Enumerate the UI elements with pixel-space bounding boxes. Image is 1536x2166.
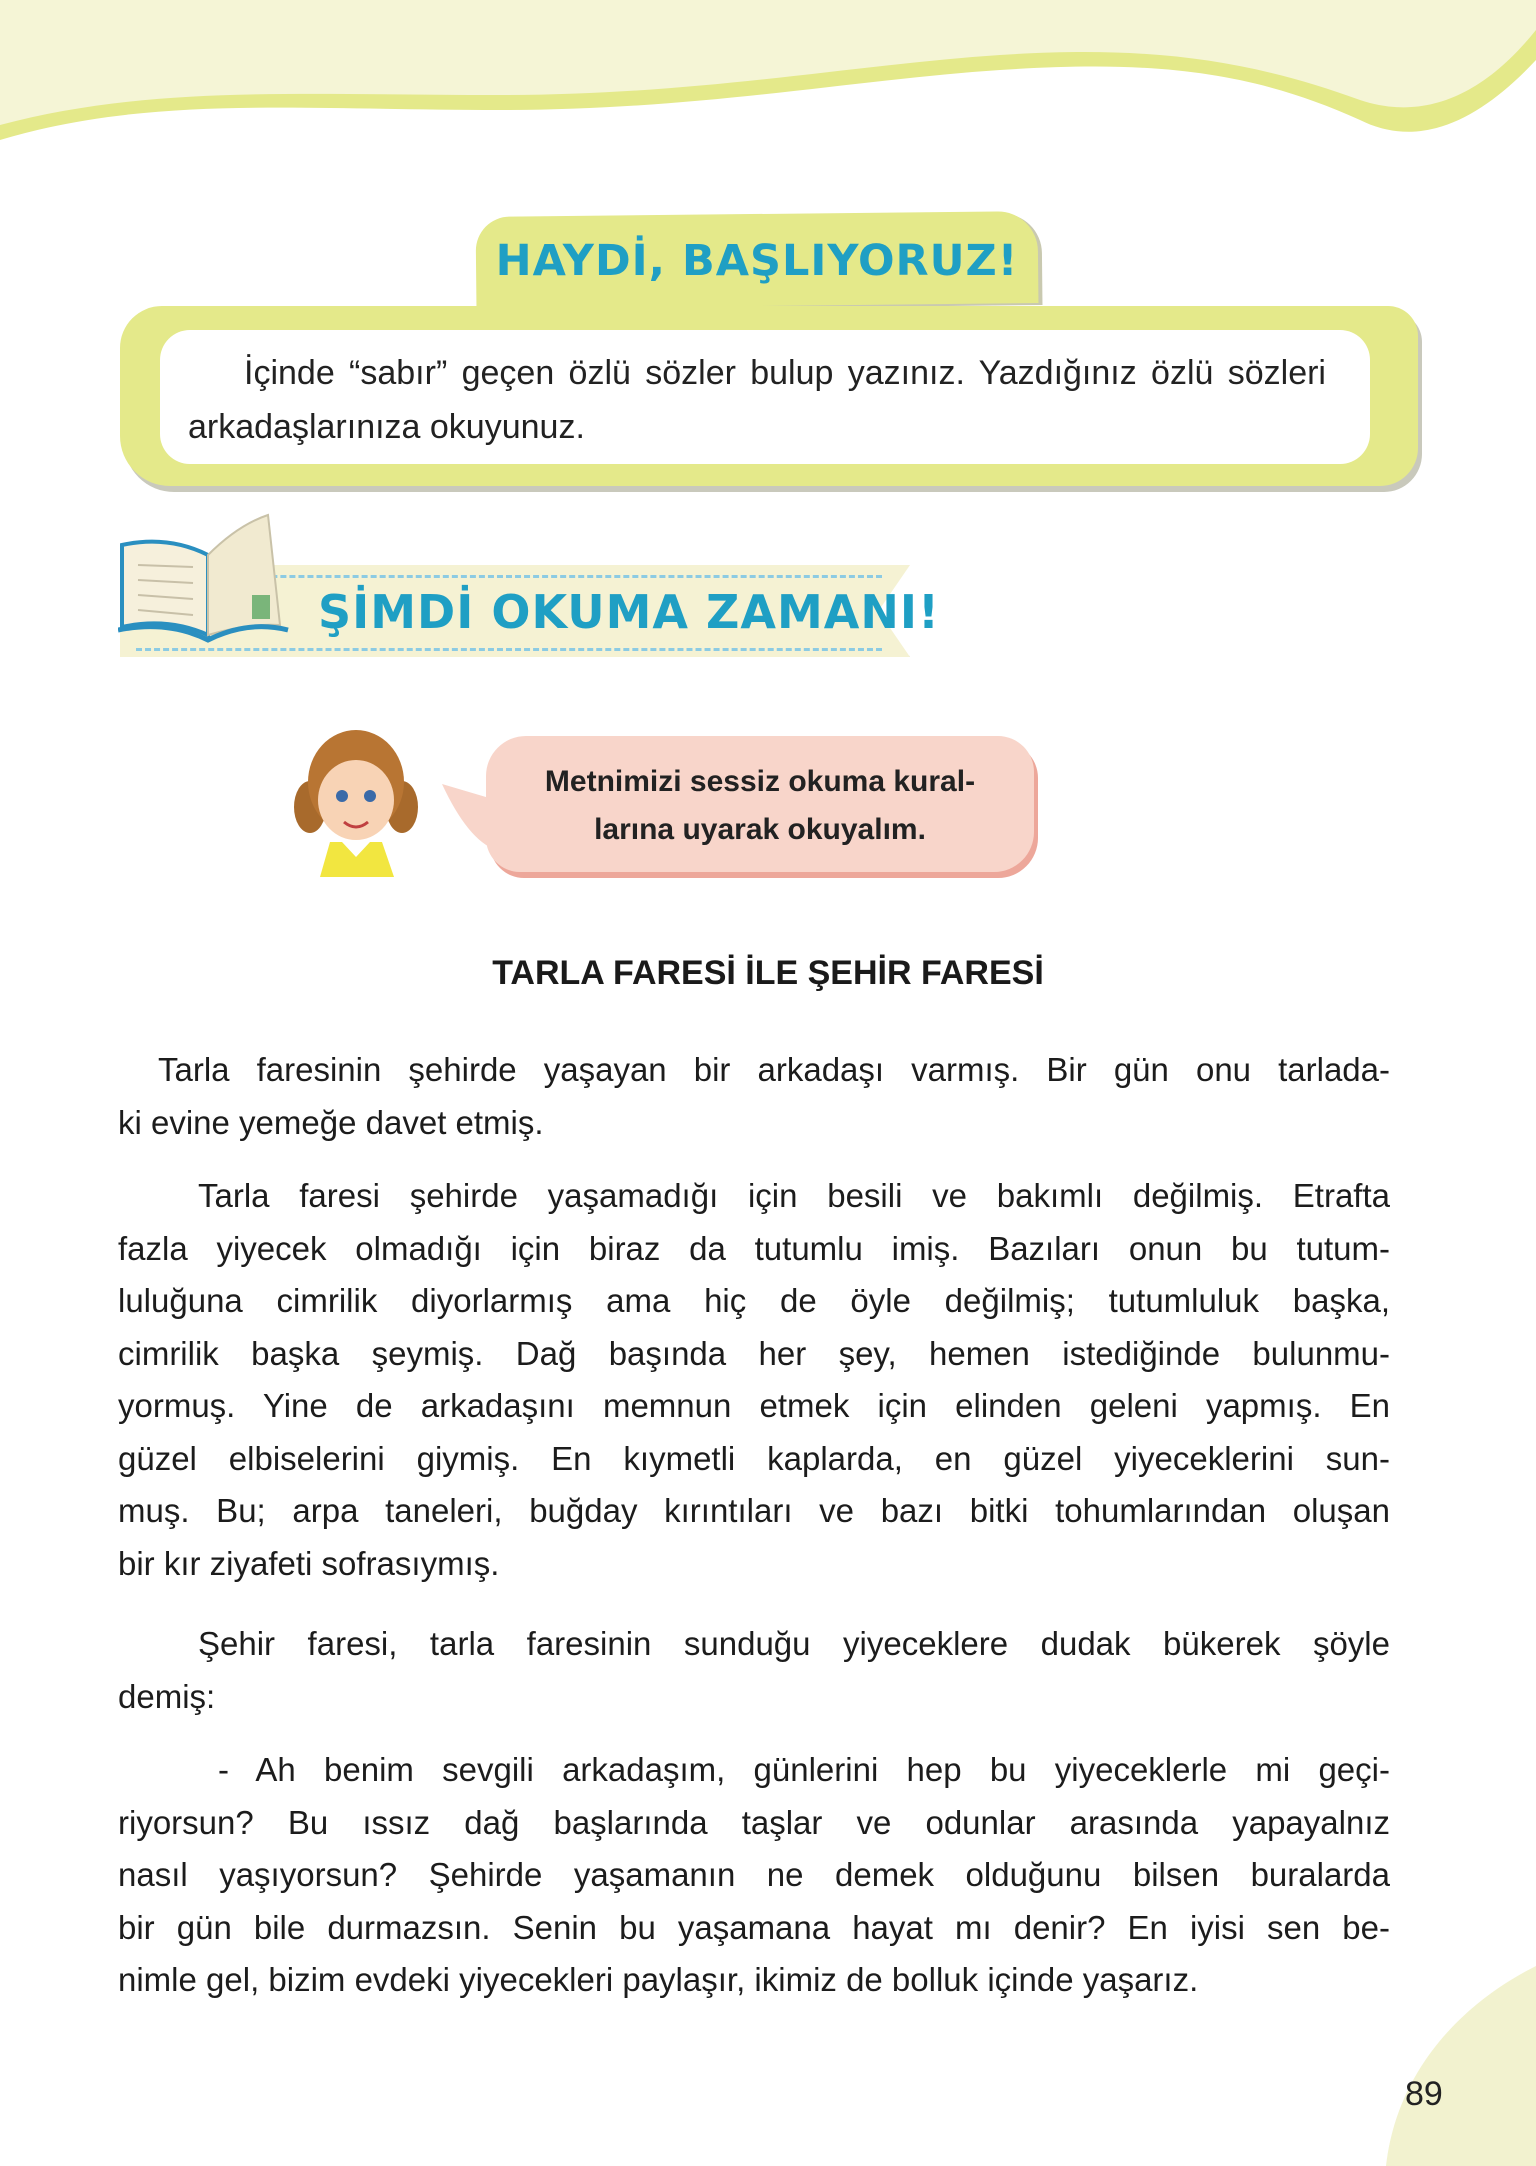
story-line: luluğuna cimrilik diyorlarmış ama hiç de öyle değilmiş; tutumluluk başka,: [118, 1282, 1390, 1319]
story-line: bir kır ziyafeti sofrasıymış.: [118, 1544, 500, 1582]
story-line: fazla yiyecek olmadığı için biraz da tutumlu imiş. Bazıları onun bu tutum-: [118, 1229, 1390, 1267]
story-title: TARLA FARESİ İLE ŞEHİR FARESİ: [492, 954, 1044, 992]
story-paragraph: [118, 1044, 1390, 1149]
story-line: nimle gel, bizim evdeki yiyecekleri paylaşır, ikimiz de bolluk içinde yaşarız.: [118, 1961, 1199, 1998]
story-paragraph: [118, 1170, 1390, 1590]
speech-bubble-text: [500, 758, 1020, 854]
story-line: Tarla faresinin şehirde yaşayan bir arkadaşı varmış. Bir gün onu tarlada-: [158, 1051, 1390, 1088]
story-line: Şehir faresi, tarla faresinin sunduğu yiyeceklere dudak bükerek şöyle: [198, 1625, 1390, 1662]
story-paragraph: [118, 1744, 1390, 2007]
story-paragraph: [118, 1618, 1390, 1723]
story-line: riyorsun? Bu ıssız dağ başlarında taşlar ve odunlar arasında yapayalnız: [118, 1803, 1390, 1841]
section-title-haydi: HAYDİ, BAŞLIYORUZ!: [495, 236, 1019, 286]
story-line: bir gün bile durmazsın. Senin bu yaşamana hayat mı denir? En iyisi sen be-: [118, 1908, 1390, 1946]
story-line: - Ah benim sevgili arkadaşım, günlerini hep bu yiyeceklerle mi geçi-: [218, 1751, 1390, 1788]
page-number: 89: [1405, 2075, 1443, 2113]
open-book-icon: [118, 505, 298, 645]
girl-character-illustration: [290, 722, 430, 877]
story-line: ki evine yemeğe davet etmiş.: [118, 1103, 544, 1141]
story-line: nasıl yaşıyorsun? Şehirde yaşamanın ne demek olduğunu bilsen buralarda: [118, 1856, 1390, 1893]
story-line: Tarla faresi şehirde yaşamadığı için besili ve bakımlı değilmiş. Etrafta: [198, 1177, 1390, 1214]
section-title-okuma: ŞİMDİ OKUMA ZAMANI!: [318, 585, 940, 639]
story-line: demiş:: [118, 1677, 216, 1715]
speech-line-2: larına uyarak okuyalım.: [594, 813, 926, 846]
story-line: güzel elbiselerini giymiş. En kıymetli kaplarda, en güzel yiyeceklerini sun-: [118, 1439, 1390, 1477]
story-line: yormuş. Yine de arkadaşını memnun etmek için elinden geleni yapmış. En: [118, 1387, 1390, 1424]
speech-line-1: Metnimizi sessiz okuma kural-: [544, 765, 976, 798]
story-line: muş. Bu; arpa taneleri, buğday kırıntıları ve bazı bitki tohumlarından oluşan: [118, 1492, 1390, 1529]
header-wave-decoration: [0, 0, 1536, 150]
instruction-text: İçinde “sabır” geçen özlü sözler bulup yazınız. Yazdığınız özlü sözleri arkadaşlarınıza okuyunuz.: [188, 354, 1326, 446]
speech-bubble-tail: [438, 780, 498, 860]
story-line: cimrilik başka şeymiş. Dağ başında her şey, hemen istediğinde bulunmu-: [118, 1334, 1390, 1372]
